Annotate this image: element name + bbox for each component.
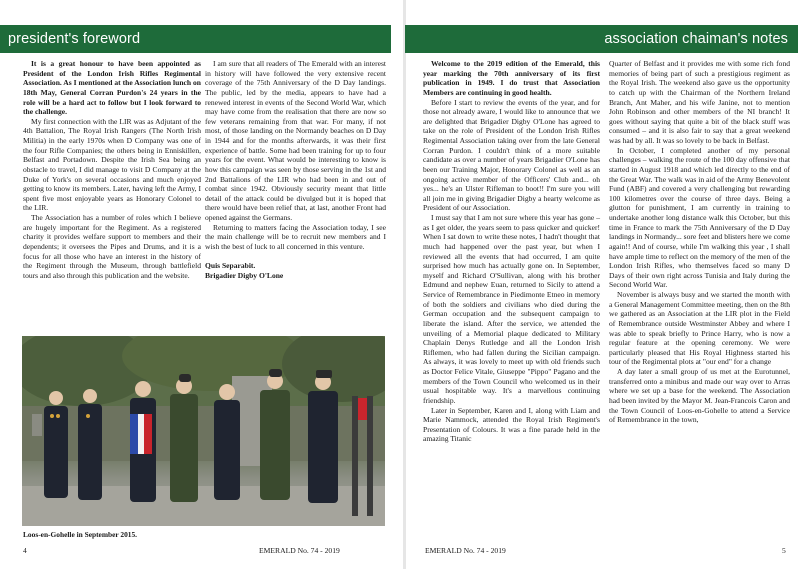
photo-caption: Loos-en-Gohelle in September 2015. — [23, 530, 138, 539]
sign-off: Quis Separabit. — [205, 261, 256, 271]
body-paragraph: Before I start to review the events of the year, and for those not already aware, I would like to announce that we are delighted that Brigadier Digby O'Lone has agreed to take on the role of President of the London Irish Rifles Regimental Association taking over from the late General Corran Purdon. I couldn't think of a more suitable candidate as over a number of years Brigadier O'Lone has been our Training Major, Honorary Colonel as well as an ongoing active member of the Officers' Club and... oh yes... he's an Ulster Rifleman to boot!! I'm sure you will all join me in giving Brigadier Digby a hearty welcome as President of our Association. — [423, 97, 600, 213]
chairmans-notes-banner: association chaiman's notes — [405, 25, 798, 53]
body-paragraph: November is always busy and we started the month with a General Management Committee meeting, then on the 8th we gathered as an Association at the LIR plot in the Field of Remembrance outside Westminster Abbey and where I was able to speak briefly to Prince Harry, who is now a regular feature at the opening ceremony. We were particularly pleased that His Royal Highness started his tour of the Regimental plots at "our end" for a change — [609, 290, 790, 367]
body-paragraph: My first connection with the LIR was as Adjutant of the 4th Battalion, The Royal Irish Rangers (The North Irish Militia) in the early 1970s when D Company was one of the four Rifle Companies; the others being in Enniskillen, Belfast and Portadown. Despite the Irish Sea being an obstacle to travel, I did manage to visit D Company at the Duke of York's on several occasions and much enjoyed getting to know its members. Later, having left the Army, I spent five most enjoyable years as Honorary Colonel to the LIR. — [23, 116, 201, 213]
body-paragraph: Returning to matters facing the Association today, I see the main challenge will be to recruit new members and I wish the best of luck to all concerned in this venture. — [205, 222, 386, 251]
body-paragraph: Quarter of Belfast and it provides me with some rich fond memories of being part of such a prestigious regiment as the Royal Irish. The weekend also gave us the opportunity to catch up with the Chairman of the Northern Ireland Branch, Ant Maher, and his wife Janine, not to mention John Robinson and other members of the NI branch! It goes without saying that quite a bit of the black stuff was consumed – and it is also fair to say that a great weekend was had by all. It was so lovely to be back in Belfast. — [609, 59, 790, 145]
page-gutter — [403, 0, 406, 569]
ceremony-photo-illustration — [22, 336, 385, 526]
page-number-left: 4 — [23, 546, 27, 555]
page-number-right: 5 — [782, 546, 786, 555]
article-column-2 — [205, 59, 386, 280]
publication-footer-left: EMERALD No. 74 - 2019 — [259, 546, 340, 555]
body-paragraph: The Association has a number of roles which I believe are hugely important for the Regiment. As a registered charity it provides welfare support to members and their dependents; it oversees the Pipes and Drums, and it is a focus for all those who have an interest in the history of the Regiment through the Museum, through battlefield tours and also through this publication and the website. — [23, 213, 201, 280]
body-paragraph: I am sure that all readers of The Emerald with an interest in history will have followed the very extensive recent coverage of the 75th Anniversary of the D Day landings. The public, led by the media, appears to have had a renewed interest in events of the Second World War, which may have come from the realisation that there are now so few veterans remaining from that war. For many, if not most, of those landing on the Normandy beaches on D Day in 1944 and for the months afterwards, it was their first experience of battle. Some had been training for up to four years for the event. What would be interesting to know is how this campaign was seen by those serving in the 1st and 2nd Battalions of the LIR who had been in and out of combat since 1942. Obviously security meant that little detail of the attack could be divulged but it is hoped that there would have been relief that, at last, another Front had opened against the Germans. — [205, 59, 386, 222]
presidents-foreword-banner: president's foreword — [0, 25, 391, 53]
intro-paragraph: Welcome to the 2019 edition of the Emerald, this year marking the 70th anniversary of its first publication in 1949. I do trust that Association Members are continuing in good health. — [423, 59, 600, 97]
author-signature: Brigadier Digby O'Lone — [205, 270, 284, 280]
article-column-4 — [609, 59, 790, 425]
ceremony-photo — [22, 336, 385, 526]
body-paragraph: I must say that I am not sure where this year has gone – as I get older, the years seem to pass quicker and quicker! When I sat down to write these notes, I hadn't thought that much had happened over the past year, but when I reviewed all the events that had occurred, I am quite surprised how much has actually gone on. In September, myself and Richard O'Sullivan, along with his brother Edmund and nephew Euan, returned to Sicily to attend a Service of Remembrance in Piedimonte Etneo in memory of both the soldiers and civilians who died during the German occupation and the subsequent campaign to liberate the island. After the service, we attended the unveiling of a Memorial plaque dedicated to Military Chaplain Denys Rutledge and all the London Irish Riflemen, who had fallen during the Sicilian campaign. As always, it was lovely to meet up with old friends such as Doctor Felice Vitale, Giuseppe "Pippo" Pagano and the members of the Town Council who welcomed us in their usual hospitable way. It's a marvellous continuing friendship. — [423, 213, 600, 405]
publication-footer-right: EMERALD No. 74 - 2019 — [425, 546, 506, 555]
body-paragraph: Later in September, Karen and I, along with Liam and Marie Nammock, attended the Royal Irish Regiment's Presentation of Colours. It was a fine parade held in the amazing Titanic — [423, 405, 600, 444]
body-paragraph: In October, I completed another of my personal challenges – walking the route of the 100 day offensive that started in August 1918 and which led directly to the end of the Great War. The walk was in aid of the Army Benevolent Fund (ABF) and covered a very challenging but rewarding 100 kilometres over the course of three days. Being a glutton for punishment, I am currently in training to undertake another long distance walk this October, but this time in France to mark the 75th Anniversary of the D Day landings in Normandy... sore feet and blisters here we come again!! And of course, while I'm walking this year , I shall have ample time to reflect on the memory of the men of the London Irish Rifles, who themselves faced so many D Days of their own right across Tunisia and Italy during the Second World War. — [609, 145, 790, 290]
article-column-1 — [23, 59, 201, 280]
article-column-3 — [423, 59, 600, 444]
body-paragraph: A day later a small group of us met at the Eurotunnel, transferred onto a minibus and made our way over to Arras where we set up a base for the weekend. The Association had been invited by the Mayor M. Jean-Francois Caron and the Town Council of Loos-en-Gohelle to attend a Service of Remembrance in the town, — [609, 367, 790, 425]
intro-paragraph: It is a great honour to have been appointed as President of the London Irish Rifles Regimental Association. As I mentioned at the Association lunch on 18th May, General Corran Purdon's 24 years in the role will be a hard act to follow but I look forward to the challenge. — [23, 59, 201, 117]
